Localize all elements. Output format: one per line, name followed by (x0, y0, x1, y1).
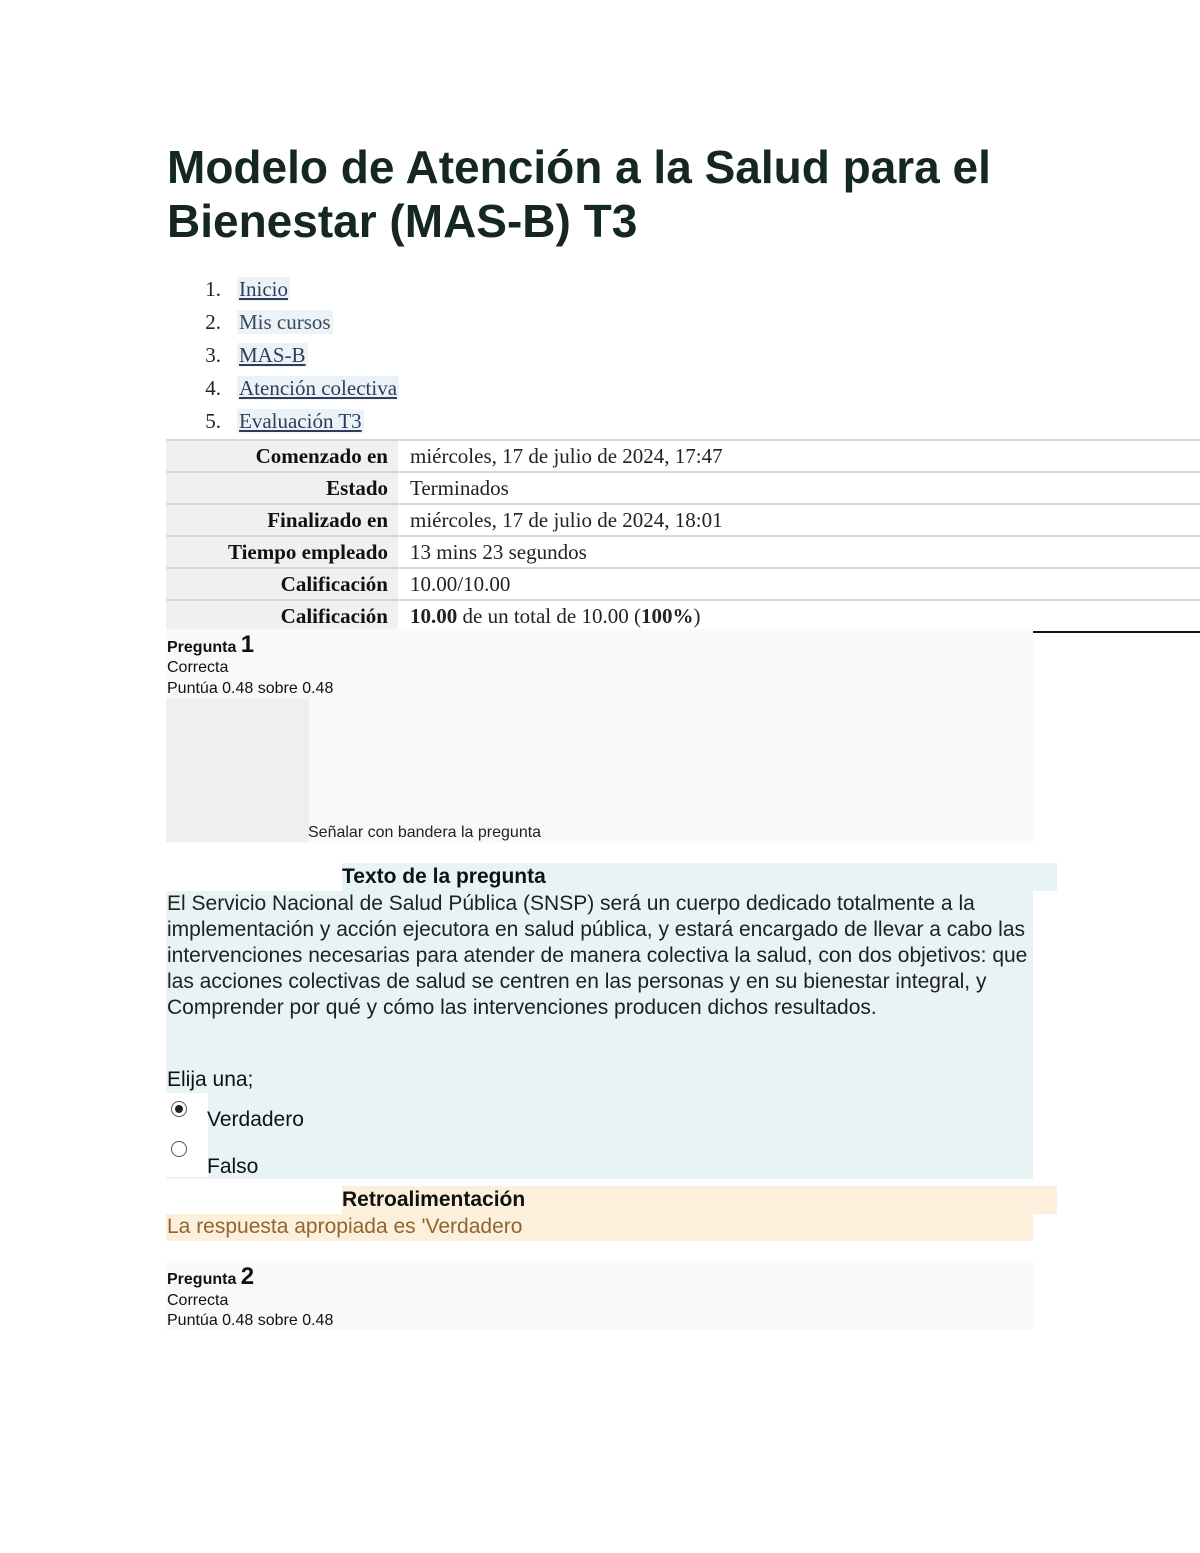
question-text-heading (166, 863, 1057, 891)
summary-label: Calificación (166, 600, 398, 632)
question-state: Correcta (167, 659, 229, 676)
flag-icon[interactable] (166, 699, 309, 842)
grade-score: 10.00 (410, 603, 458, 628)
breadcrumb-item-evaluacion-t3[interactable] (167, 406, 399, 439)
breadcrumb-link-mas-b[interactable]: MAS-B (239, 343, 306, 367)
breadcrumb-link-atencion-colectiva[interactable]: Atención colectiva (239, 376, 398, 400)
flag-question-link[interactable]: Señalar con bandera la pregunta (308, 824, 542, 841)
feedback-text: La respuesta apropiada es 'Verdadero (167, 1215, 523, 1238)
breadcrumb (167, 274, 399, 439)
question-grade: Puntúa 0.48 sobre 0.48 (167, 680, 334, 697)
answer-option-falso[interactable] (166, 1135, 208, 1177)
grade-percent: 100% (640, 603, 694, 628)
feedback-box (166, 1214, 1033, 1241)
breadcrumb-number: 4. (205, 376, 221, 400)
answer-label-falso[interactable]: Falso (207, 1155, 259, 1178)
answer-prompt: Elija una; (167, 1068, 254, 1091)
summary-row-time (166, 536, 1200, 568)
summary-row-grade-total (166, 600, 1200, 632)
radio-selected-icon[interactable] (171, 1101, 187, 1117)
feedback-heading (166, 1186, 1057, 1214)
breadcrumb-link-evaluacion-t3[interactable]: Evaluación T3 (239, 409, 362, 433)
question-grade: Puntúa 0.48 sobre 0.48 (167, 1312, 334, 1329)
summary-label: Estado (166, 472, 398, 504)
breadcrumb-item-mis-cursos (167, 307, 399, 340)
summary-value: 13 mins 23 segundos (398, 536, 1200, 568)
breadcrumb-number: 3. (205, 343, 221, 367)
summary-value: 10.00/10.00 (398, 568, 1200, 600)
breadcrumb-item-mas-b[interactable] (167, 340, 399, 373)
breadcrumb-number: 5. (205, 409, 221, 433)
question-state: Correcta (167, 1292, 229, 1309)
question-1-info (166, 629, 1033, 843)
summary-label: Finalizado en (166, 504, 398, 536)
feedback-title: Retroalimentación (342, 1188, 526, 1211)
grade-middle: de un total de 10.00 ( (462, 603, 641, 628)
question-number (167, 631, 254, 659)
summary-row-finished (166, 504, 1200, 536)
attempt-summary-table (166, 439, 1200, 633)
breadcrumb-item-atencion-colectiva[interactable] (167, 373, 399, 406)
summary-label: Comenzado en (166, 440, 398, 472)
breadcrumb-link-inicio[interactable]: Inicio (239, 277, 288, 301)
summary-row-state (166, 472, 1200, 504)
answer-label-verdadero[interactable]: Verdadero (207, 1108, 304, 1131)
question-2-info (166, 1261, 1033, 1330)
question-label: Pregunta (167, 639, 237, 656)
question-text: El Servicio Nacional de Salud Pública (SNSP) será un cuerpo dedicado totalmente a la implementación y acción ejecutora en salud pública, y estará encargado de llevar a cabo las intervenciones necesarias para atender de manera colectiva la salud, con dos objetivos: que las acciones colectivas de salud se centren en las personas y en su bienestar integral, y Comprender por qué y cómo las intervenciones producen dichos resultados. (167, 892, 1028, 1019)
question-text-title: Texto de la pregunta (342, 865, 546, 888)
question-number (167, 1263, 254, 1291)
grade-end: ) (693, 603, 701, 628)
summary-label: Calificación (166, 568, 398, 600)
question-label: Pregunta (167, 1271, 237, 1288)
answer-option-verdadero[interactable] (166, 1093, 208, 1135)
breadcrumb-number: 2. (205, 310, 221, 334)
radio-unselected-icon[interactable] (171, 1141, 187, 1157)
breadcrumb-label-mis-cursos: Mis cursos (239, 310, 331, 334)
summary-row-grade (166, 568, 1200, 600)
question-number-value: 2 (240, 1263, 255, 1290)
question-1-content (166, 891, 1033, 1179)
page-title: Modelo de Atención a la Salud para el Bienestar (MAS-B) T3 (167, 141, 991, 247)
breadcrumb-number: 1. (205, 277, 221, 301)
summary-label: Tiempo empleado (166, 536, 398, 568)
summary-value: miércoles, 17 de julio de 2024, 17:47 (398, 440, 1200, 472)
summary-value (398, 600, 1200, 632)
summary-value: Terminados (398, 472, 1200, 504)
summary-value: miércoles, 17 de julio de 2024, 18:01 (398, 504, 1200, 536)
question-number-value: 1 (240, 631, 255, 658)
summary-row-started (166, 440, 1200, 472)
breadcrumb-item-inicio[interactable] (167, 274, 399, 307)
